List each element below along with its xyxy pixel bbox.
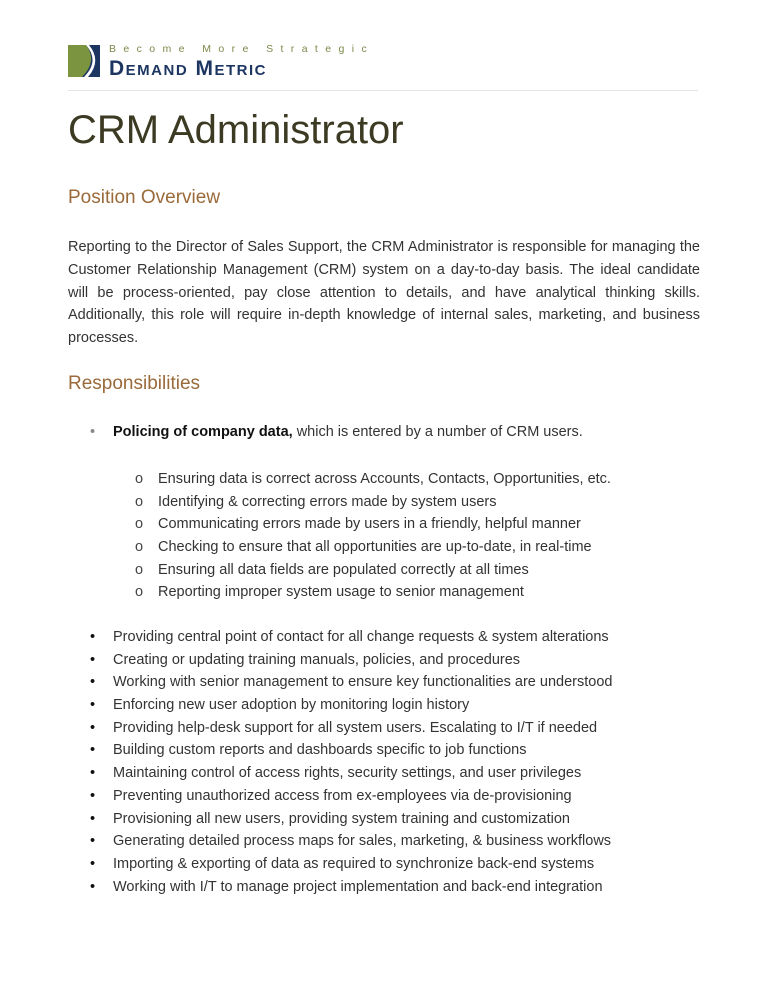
logo — [68, 42, 375, 82]
list-item-text: Working with senior management to ensure key functionalities are understood — [113, 674, 613, 691]
responsibilities-heading: Responsibilities — [68, 373, 201, 394]
list-item-text: Communicating errors made by users in a friendly, helpful manner — [158, 516, 581, 533]
list-item-text: Ensuring data is correct across Accounts, Contacts, Opportunities, etc. — [158, 471, 611, 487]
bullet-icon: o — [135, 471, 144, 487]
list-item-text: Checking to ensure that all opportunities are up-to-date, in real-time — [158, 539, 592, 556]
header-divider — [68, 90, 698, 91]
first-item-rest: which is entered by a number of CRM users. — [292, 424, 583, 440]
logo-mark-icon — [68, 45, 100, 77]
bullet-icon: o — [135, 584, 144, 601]
bullet-icon: • — [90, 878, 96, 895]
logo-tagline: Become More Strategic — [109, 43, 375, 55]
list-item-text: Maintaining control of access rights, security settings, and user privileges — [113, 765, 582, 782]
bullet-icon: • — [90, 810, 96, 827]
bullet-icon: • — [90, 629, 96, 645]
bullet-icon: o — [135, 516, 144, 533]
bullet-icon: • — [90, 833, 96, 850]
list-item-text: Providing help-desk support for all system users. Escalating to I/T if needed — [113, 719, 598, 736]
list-item-text: Generating detailed process maps for sales, marketing, & business workflows — [113, 833, 612, 850]
page-title: CRM Administrator — [68, 108, 404, 152]
list-item-text: Creating or updating training manuals, policies, and procedures — [113, 651, 521, 668]
list-item-text: Reporting improper system usage to senior management — [158, 584, 524, 601]
list-item-text: Providing central point of contact for all change requests & system alterations — [113, 629, 609, 645]
list-item-text: Ensuring all data fields are populated correctly at all times — [158, 561, 529, 578]
list-item-text: Provisioning all new users, providing system training and customization — [113, 810, 570, 827]
bullet-icon: • — [90, 424, 96, 440]
bullet-icon: • — [90, 742, 96, 759]
list-item-text: Working with I/T to manage project implementation and back-end integration — [113, 878, 603, 895]
bullet-icon: • — [90, 855, 96, 872]
bullet-icon: o — [135, 539, 144, 556]
logo-brand: Demand Metric — [109, 57, 267, 80]
bullet-icon: • — [90, 719, 96, 736]
bullet-icon: o — [135, 561, 144, 578]
bullet-icon: • — [90, 787, 96, 804]
list-item-text: Identifying & correcting errors made by system users — [158, 493, 497, 510]
list-item-text: Preventing unauthorized access from ex-employees via de-provisioning — [113, 787, 572, 804]
bullet-icon: • — [90, 651, 96, 668]
list-item-text: Enforcing new user adoption by monitoring login history — [113, 697, 470, 714]
list-item-text: Importing & exporting of data as required to synchronize back-end systems — [113, 855, 595, 872]
bullet-icon: • — [90, 674, 96, 691]
list-item-text: Building custom reports and dashboards specific to job functions — [113, 742, 527, 759]
first-item-bold: Policing of company data, — [113, 424, 293, 440]
bullet-icon: • — [90, 765, 96, 782]
overview-paragraph: Reporting to the Director of Sales Support, the CRM Administrator is responsible for managing the Customer Relationship Management (CRM) system on a day-to-day basis. The ideal candidate will be process-oriented, pay close attention to details, and have analytical thinking skills. Additionally, this role will require in-depth knowledge of internal sales, marketing, and business processes. — [68, 239, 700, 347]
bullet-icon: • — [90, 697, 96, 714]
bullet-icon: o — [135, 493, 144, 510]
overview-heading: Position Overview — [68, 187, 221, 208]
